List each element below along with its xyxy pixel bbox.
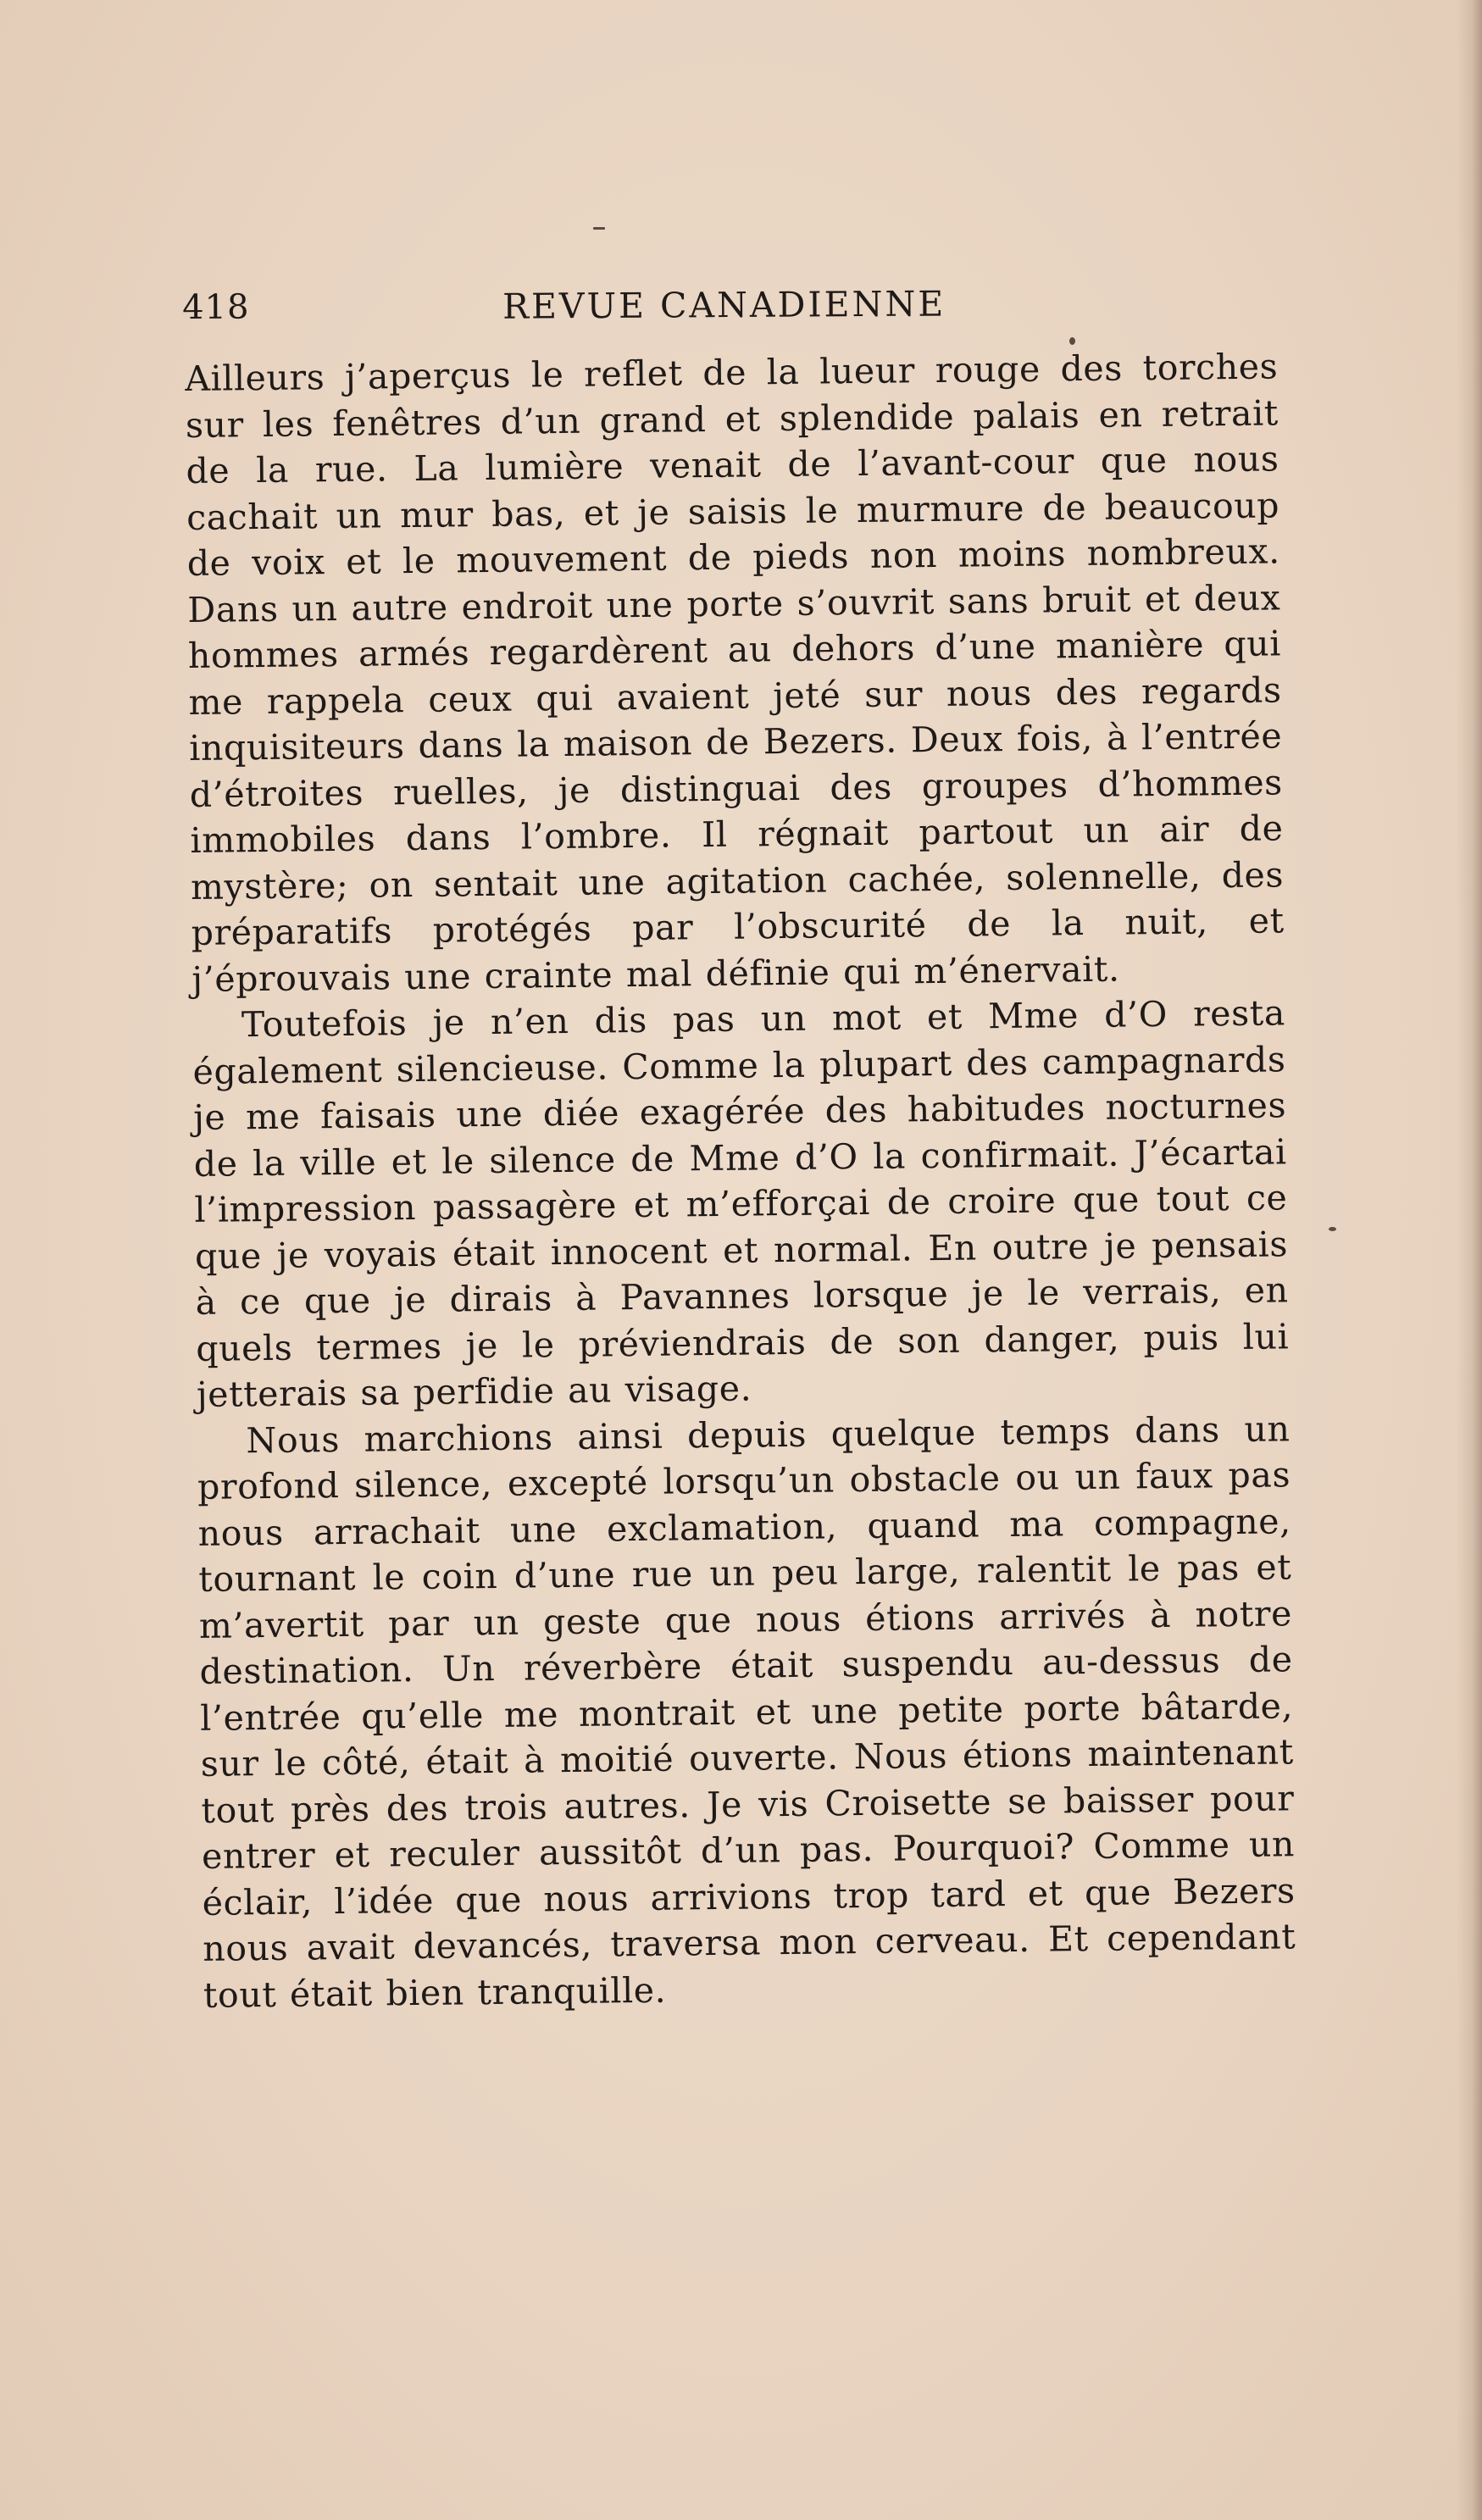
page-number: 418 [182,287,250,327]
journal-title: REVUE CANADIENNE [502,283,946,327]
paragraph-3: Nous marchions ainsi depuis quelque temps dans un profond silence, excepté lorsqu’un obstacle ou un faux pas nous arrachait une exclamation, quand ma compagne, tournant le coin d’une rue un peu large, ralentit le pas et m’avertit par un geste que nous étions arrivés à notre destination. Un réverbère était suspendu au-dessus de l’entrée qu’elle me montrait et une petite porte bâtarde, sur le côté, était à moitié ouverte. Nous étions maintenant tout près des trois autres. Je vis Croisette se baisser pour entrer et reculer aussitôt d’un pas. Pourquoi? Comme un éclair, l’idée que nous arrivions trop tard et que Bezers nous avait devancés, traversa mon cerveau. Et cependant tout était bien tranquille. [197,1407,1296,2016]
paragraph-1: Ailleurs j’aperçus le reflet de la lueur rouge des torches sur les fenêtres d’un grand et splendide palais en retrait de la rue. La lumière venait de l’avant-cour que nous cachait un mur bas, et je saisis le murmure de beaucoup de voix et le mouvement de pieds non moins nombreux. Dans un autre endroit une porte s’ouvrit sans bruit et deux hommes armés regardèrent au dehors d’une manière qui me rappela ceux qui avaient jeté sur nous des regards inquisiteurs dans la maison de Bezers. Deux fois, à l’entrée d’étroites ruelles, je distinguai des groupes d’hommes immobiles dans l’ombre. Il régnait partout un air de mystère; on sentait une agitation cachée, solennelle, des préparatifs protégés par l’obscurité de la nuit, et j’éprouvais une crainte mal définie qui m’énervait. [185,346,1285,1000]
body-text [185,343,1296,2018]
page-edge-shadow [1457,0,1482,2520]
paper-speck [1329,1227,1336,1231]
paragraph-2: Toutefois je n’en dis pas un mot et Mme d’O resta également silencieuse. Comme la plupart des campagnards je me faisais une diée exagérée des habitudes nocturnes de la ville et le silence de Mme d’O la confirmait. J’écartai l’impression passagère et m’efforçai de croire que tout ce que je voyais était innocent et normal. En outre je pensais à ce que je dirais à Pavannes lorsque je le verrais, en quels termes je le préviendrais de son danger, puis lui jetterais sa perfidie au visage. [192,992,1290,1415]
paper-speck [593,227,605,230]
running-head [182,281,1284,339]
paper-speck [1069,337,1075,345]
